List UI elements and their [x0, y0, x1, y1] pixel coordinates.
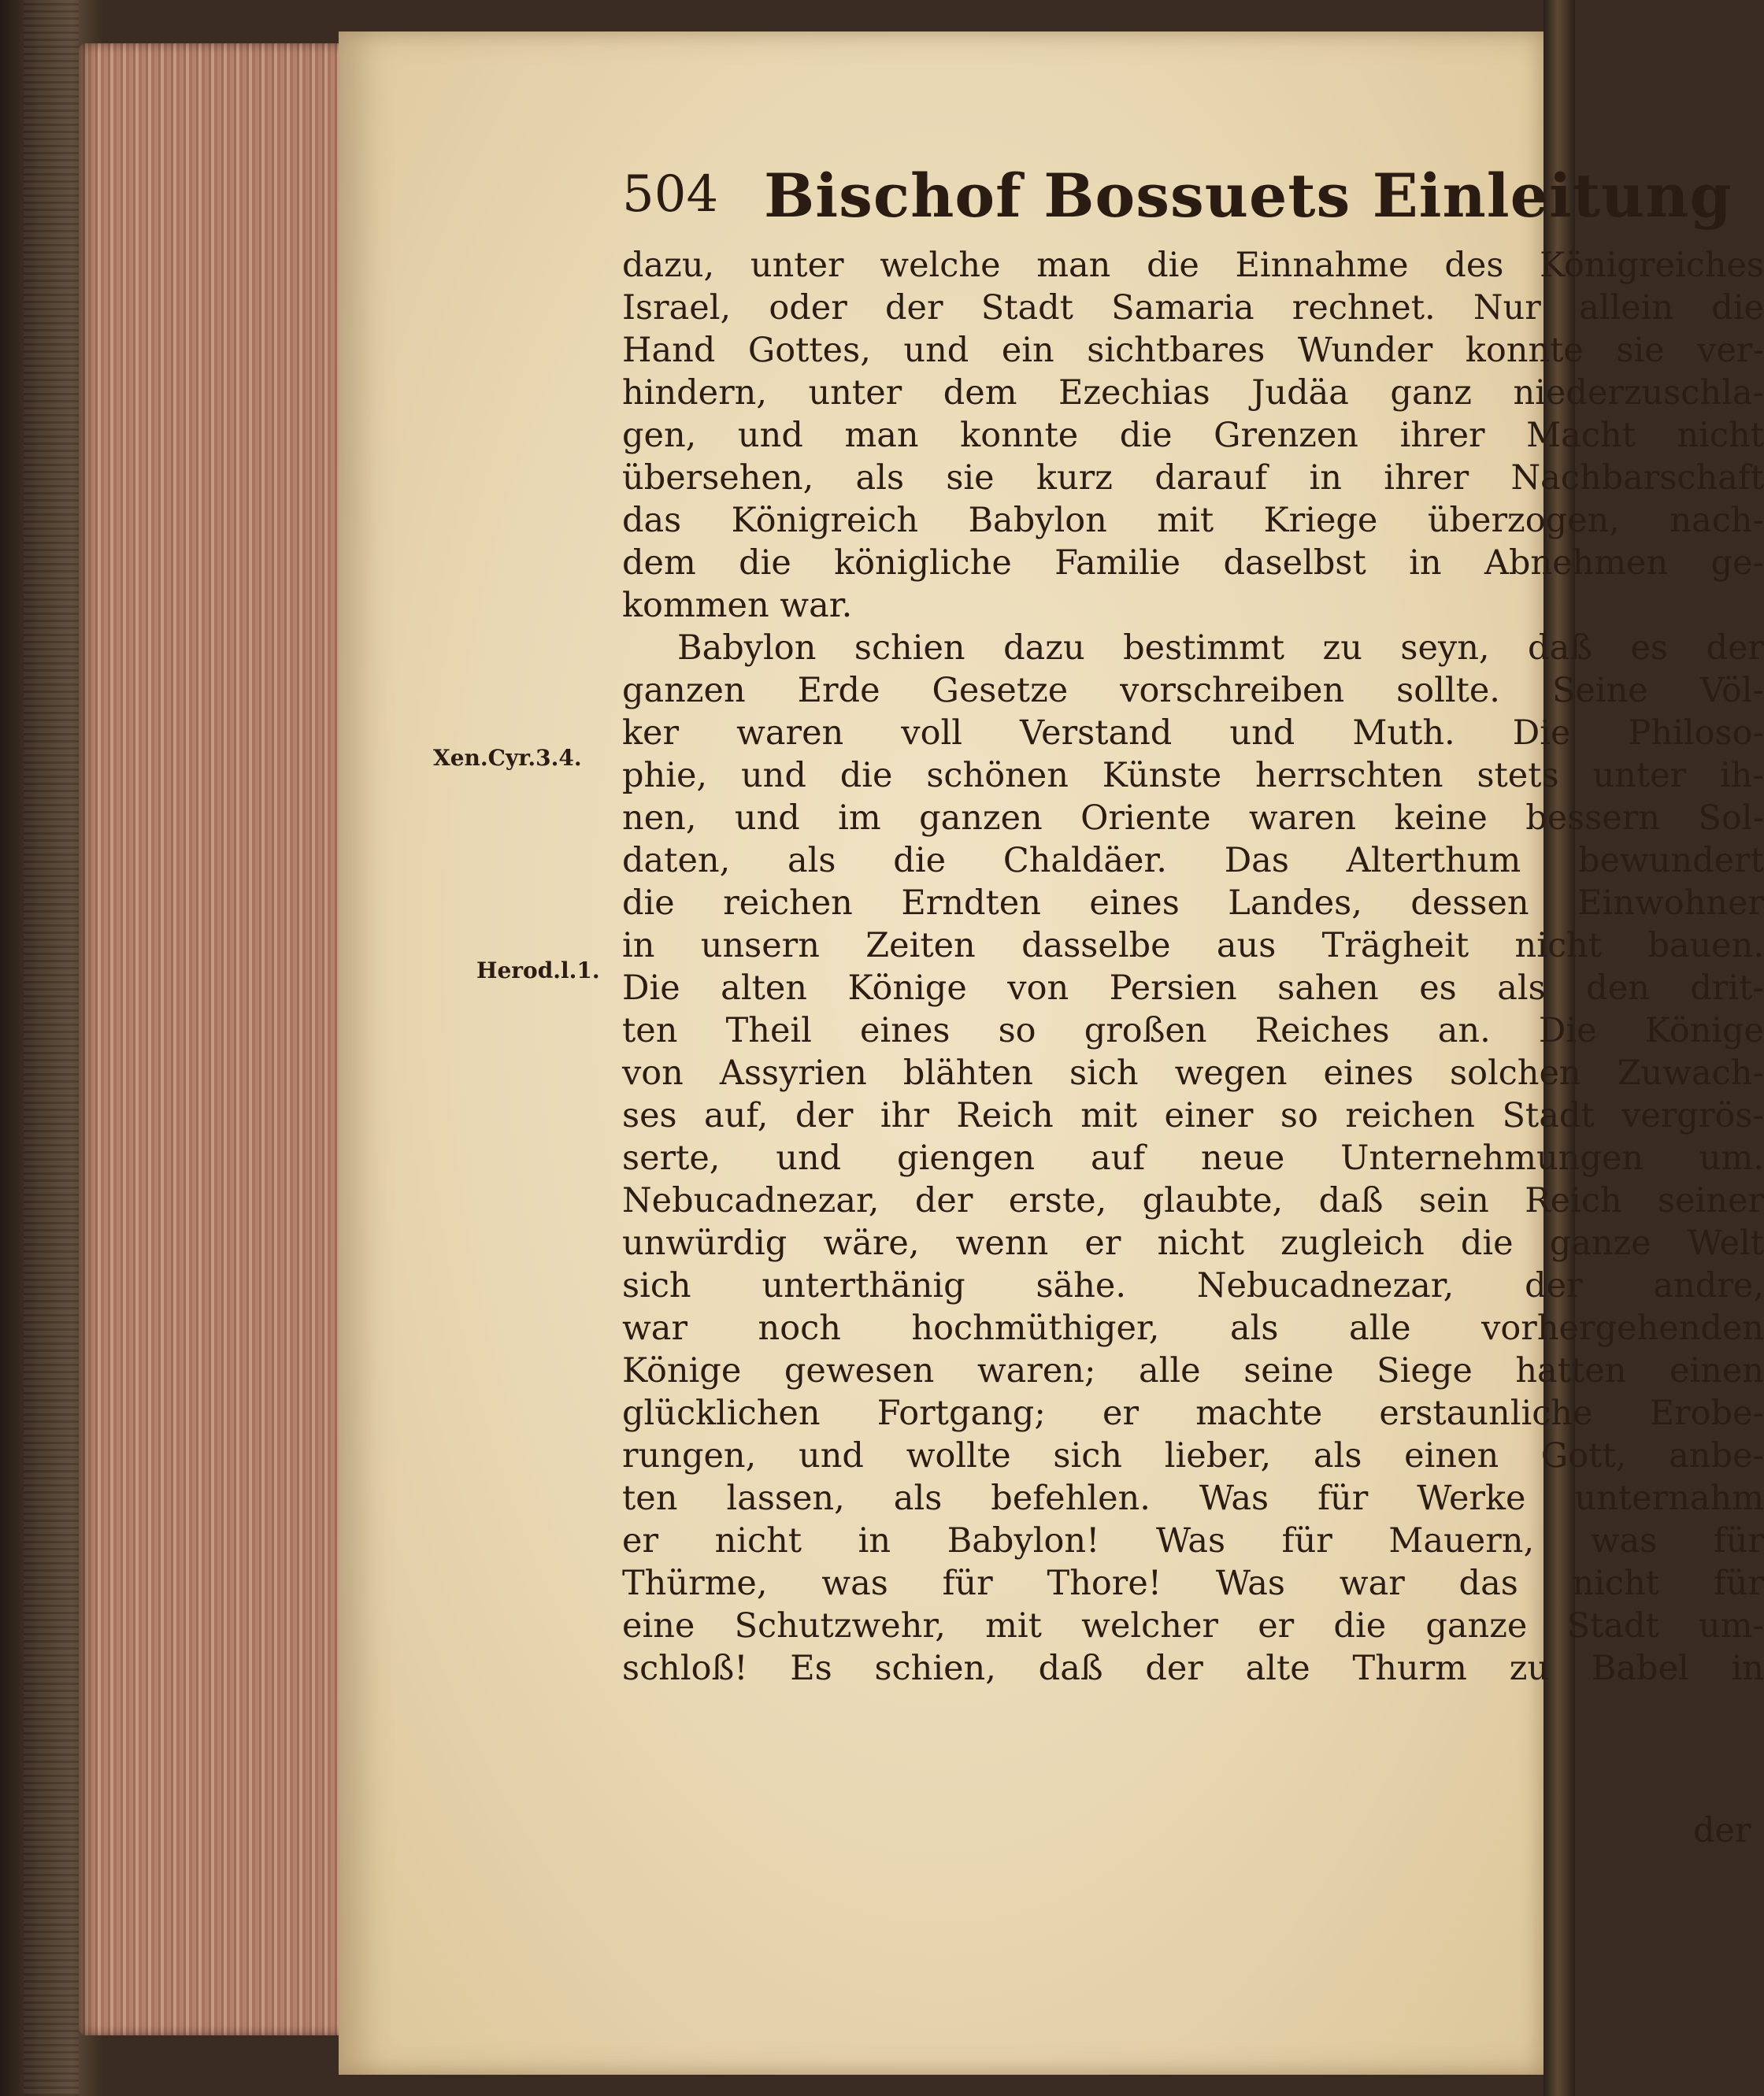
page-number: 504	[622, 165, 719, 224]
text-line: Nebucadnezar, der erste, glaubte, daß sein Reich seiner	[622, 1181, 1764, 1220]
text-line: von Assyrien blähten sich wegen eines solchen Zuwach-	[622, 1054, 1764, 1093]
body-text	[622, 244, 1764, 1690]
text-line: glücklichen Fortgang; er machte erstaunliche Erobe-	[622, 1394, 1764, 1433]
text-line: kommen war.	[622, 586, 853, 625]
book-page	[339, 31, 1764, 2075]
text-line: Hand Gottes, und ein sichtbares Wunder konnte sie ver-	[622, 331, 1764, 370]
text-line: phie, und die schönen Künste herrschten stets unter ih-	[622, 756, 1764, 795]
text-line: die reichen Erndten eines Landes, dessen Einwohner	[622, 883, 1764, 923]
text-line: Israel, oder der Stadt Samaria rechnet. Nur allein die	[622, 288, 1764, 328]
text-line: ker waren voll Verstand und Muth. Die Philoso-	[622, 713, 1764, 753]
text-line: dazu, unter welche man die Einnahme des Königreiches	[622, 246, 1764, 285]
text-line: war noch hochmüthiger, als alle vorhergehenden	[622, 1309, 1764, 1348]
margin-note: Herod.l.1.	[476, 957, 600, 983]
text-line: Die alten Könige von Persien sahen es als den drit-	[622, 968, 1764, 1008]
text-line: Babylon schien dazu bestimmt zu seyn, daß es der	[677, 628, 1764, 668]
catchword: der	[1693, 1811, 1751, 1850]
text-line: das Königreich Babylon mit Kriege überzogen, nach-	[622, 501, 1764, 540]
text-line: rungen, und wollte sich lieber, als einen Gott, anbe-	[622, 1436, 1764, 1476]
running-title: Bischof Bossuets Einleitung	[764, 161, 1732, 231]
text-line: Thürme, was für Thore! Was war das nicht für	[622, 1564, 1764, 1603]
text-line: ten lassen, als befehlen. Was für Werke unternahm	[622, 1479, 1764, 1518]
text-line: übersehen, als sie kurz darauf in ihrer Nachbarschaft	[622, 458, 1764, 498]
text-line: nen, und im ganzen Oriente waren keine bessern Sol-	[622, 798, 1764, 838]
text-line: ses auf, der ihr Reich mit einer so reichen Stadt vergrös-	[622, 1096, 1764, 1135]
margin-note: Xen.Cyr.3.4.	[433, 745, 582, 771]
text-line: hindern, unter dem Ezechias Judäa ganz niederzuschla-	[622, 373, 1764, 413]
text-line: ganzen Erde Gesetze vorschreiben sollte. Seine Völ-	[622, 671, 1764, 710]
text-line: schloß! Es schien, daß der alte Thurm zu Babel in	[622, 1649, 1764, 1688]
text-line: gen, und man konnte die Grenzen ihrer Macht nicht	[622, 416, 1764, 455]
text-line: unwürdig wäre, wenn er nicht zugleich die ganze Welt	[622, 1224, 1764, 1263]
text-line: er nicht in Babylon! Was für Mauern, was für	[622, 1521, 1764, 1561]
page-edges	[79, 43, 346, 2035]
page-header	[622, 150, 1740, 236]
text-line: Könige gewesen waren; alle seine Siege hatten einen	[622, 1351, 1764, 1391]
text-line: ten Theil eines so großen Reiches an. Die Könige	[622, 1011, 1764, 1050]
text-line: serte, und giengen auf neue Unternehmungen um.	[622, 1139, 1764, 1178]
text-line: sich unterthänig sähe. Nebucadnezar, der andre,	[622, 1266, 1764, 1305]
text-line: daten, als die Chaldäer. Das Alterthum bewundert	[622, 841, 1764, 880]
text-line: dem die königliche Familie daselbst in Abnehmen ge-	[622, 543, 1764, 583]
text-line: in unsern Zeiten dasselbe aus Trägheit nicht bauen.	[622, 926, 1764, 965]
text-line: eine Schutzwehr, mit welcher er die ganze Stadt um-	[622, 1606, 1764, 1646]
